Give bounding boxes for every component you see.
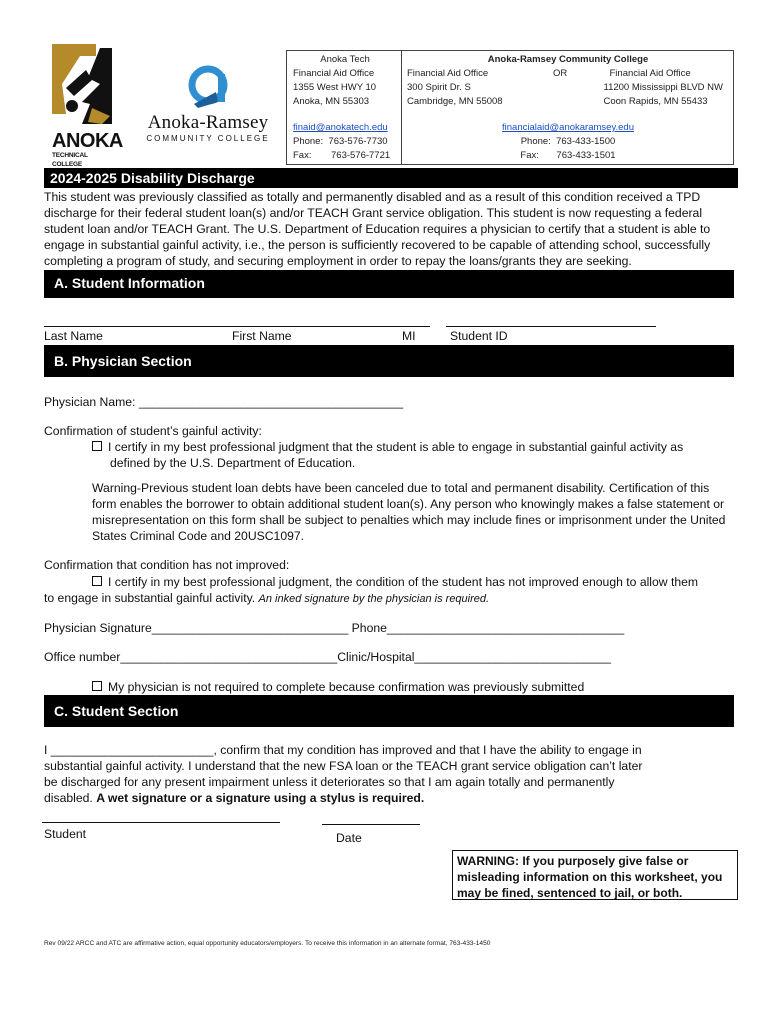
- arcc-cambridge-address2: Cambridge, MN 55008: [407, 96, 503, 107]
- student-id-label: Student ID: [450, 329, 508, 343]
- confirm-gainful-checkbox[interactable]: [92, 441, 102, 451]
- arcc-contact: [407, 53, 729, 163]
- inked-signature-note: An inked signature by the physician is required.: [258, 593, 490, 605]
- arcc-fax-label: Fax:: [520, 150, 539, 161]
- atc-phone: 763-576-7730: [328, 136, 388, 147]
- section-a-bar: [44, 270, 734, 298]
- student-label: Student: [44, 827, 87, 841]
- arcc-phone-label: Phone:: [520, 136, 551, 147]
- warning-text: WARNING: If you purposely give false or misleading information on this worksheet, you may be fined, sentenced to jail, or both.: [457, 854, 723, 900]
- attestation-line2: substantial gainful activity. I understand that the new FSA loan or the TEACH grant service obligation can’t later: [44, 759, 643, 773]
- confirm-not-improved-checkbox[interactable]: [92, 576, 102, 586]
- last-name-label: Last Name: [44, 329, 103, 343]
- warning-box: [452, 850, 738, 900]
- atc-address-line2: Anoka, MN 55303: [293, 96, 370, 107]
- atc-phone-label: Phone:: [293, 136, 324, 147]
- section-b-title: B. Physician Section: [54, 353, 192, 369]
- office-clinic-field[interactable]: Office number________________________________Clinic/Hospital_____________________________: [44, 650, 611, 664]
- atc-email[interactable]: finaid@anokatech.edu: [293, 122, 388, 133]
- confirm-not-improved-line1: [92, 574, 732, 590]
- not-required-checkbox[interactable]: [92, 681, 102, 691]
- wet-signature-note: A wet signature or a signature using a stylus is required.: [96, 791, 425, 805]
- confirm-gainful-option: [92, 439, 732, 471]
- atc-name: Anoka Tech: [320, 54, 370, 65]
- physician-signature-phone-field[interactable]: Physician Signature_____________________________ Phone___________________________________: [44, 621, 625, 635]
- arcc-coonrapids-address2: Coon Rapids, MN 55433: [603, 96, 708, 107]
- atc-fax: 763-576-7721: [331, 150, 391, 161]
- attestation-line1[interactable]: I ________________________, confirm that my condition has improved and that I have the ability to engage in: [44, 743, 642, 757]
- anoka-logo-subtext: TECHNICAL COLLEGE: [52, 152, 88, 168]
- arcc-email[interactable]: financialaid@anokaramsey.edu: [502, 122, 634, 133]
- contact-divider: [401, 51, 402, 164]
- physician-name-field[interactable]: Physician Name: _______________________________________: [44, 395, 404, 409]
- anoka-ramsey-logo-subtext: COMMUNITY COLLEGE: [146, 134, 270, 143]
- arcc-coonrapids-office: Financial Aid Office: [609, 68, 691, 79]
- anoka-ramsey-logo: [138, 62, 278, 152]
- anoka-tech-logo-mark: [52, 44, 114, 124]
- attestation-line3: be discharged for any present impairment unless it deteriorates so that I am again totally and permanently: [44, 775, 615, 789]
- atc-address-line1: 1355 West HWY 10: [293, 82, 377, 93]
- warning-paragraph: Warning-Previous student loan debts have been canceled due to total and permanent disability. Certification of this form enables the borrower to obtain additional student loan(s). Any person who knowingly makes a false statement or misrepresentation on this form shall be subject to penalties which may include fines or imprisonment under the United States Criminal Code and 20USC1097.: [92, 481, 726, 543]
- atc-contact: [293, 53, 397, 163]
- attestation-line4: disabled.: [44, 791, 93, 805]
- confirm-not-improved-text: I certify in my best professional judgment, the condition of the student has not improved enough to allow them: [108, 575, 699, 589]
- confirm-not-improved-text2: to engage in substantial gainful activity.: [44, 591, 256, 605]
- not-required-text: My physician is not required to complete because confirmation was previously submitted: [108, 680, 585, 694]
- arcc-fax: 763-433-1501: [556, 150, 616, 161]
- date-label: Date: [336, 831, 362, 845]
- section-c-bar: [44, 695, 734, 727]
- first-name-label: First Name: [232, 329, 292, 343]
- student-attestation: [44, 742, 736, 806]
- anoka-ramsey-logo-mark: [138, 62, 278, 108]
- atc-fax-label: Fax:: [293, 150, 312, 161]
- not-required-option: [92, 679, 584, 695]
- section-b-bar: [44, 345, 734, 377]
- anoka-tech-logo: [52, 44, 123, 168]
- form-title-bar: [44, 168, 738, 188]
- date-line[interactable]: [322, 824, 420, 825]
- confirm-gainful-line1: I certify in my best professional judgment that the student is able to engage in substantial gainful activity as: [108, 440, 684, 454]
- mi-label: MI: [402, 329, 416, 343]
- arcc-or: OR: [553, 68, 568, 79]
- confirm-not-improved-label: Confirmation that condition has not improved:: [44, 558, 290, 572]
- atc-office: Financial Aid Office: [293, 68, 375, 79]
- section-c-title: C. Student Section: [54, 703, 179, 719]
- arcc-phone: 763-433-1500: [556, 136, 616, 147]
- contact-info-box: [286, 50, 734, 165]
- student-id-line[interactable]: [446, 326, 656, 327]
- intro-paragraph: This student was previously classified as totally and permanently disabled and as a result of this condition received a TPD discharge for their federal student loan(s) and/or TEACH Grant service obligation. This student is now requesting a federal student loan and/or TEACH Grant. The U.S. Department of Education requires a physician to certify that a student is able to engage in substantial gainful activity, i.e., the person is sufficiently recovered to be capable of attending school, successfully completing a program of study, and securing employment in order to repay the loans/grants they are seeking.: [44, 190, 711, 268]
- arcc-cambridge-office: Financial Aid Office: [407, 68, 489, 79]
- student-name-line[interactable]: [44, 326, 430, 327]
- arcc-name: Anoka-Ramsey Community College: [487, 54, 649, 65]
- arcc-coonrapids-address1: 11200 Mississippi BLVD NW: [603, 82, 723, 93]
- confirm-gainful-label: Confirmation of student’s gainful activity:: [44, 424, 262, 438]
- anoka-ramsey-logo-text: Anoka-Ramsey: [147, 112, 269, 133]
- footer-text: Rev 09/22 ARCC and ATC are affirmative action, equal opportunity educators/employers. To receive this information in an alternate format, 763-433-1450: [44, 940, 491, 947]
- confirm-not-improved-line2: [44, 590, 734, 607]
- anoka-logo-text: ANOKA: [52, 130, 123, 152]
- form-title: 2024-2025 Disability Discharge: [50, 170, 255, 186]
- section-a-title: A. Student Information: [54, 275, 205, 291]
- arcc-cambridge-address1: 300 Spirit Dr. S: [407, 82, 471, 93]
- student-signature-line[interactable]: [42, 822, 280, 823]
- confirm-gainful-line2: defined by the U.S. Department of Education.: [110, 456, 356, 470]
